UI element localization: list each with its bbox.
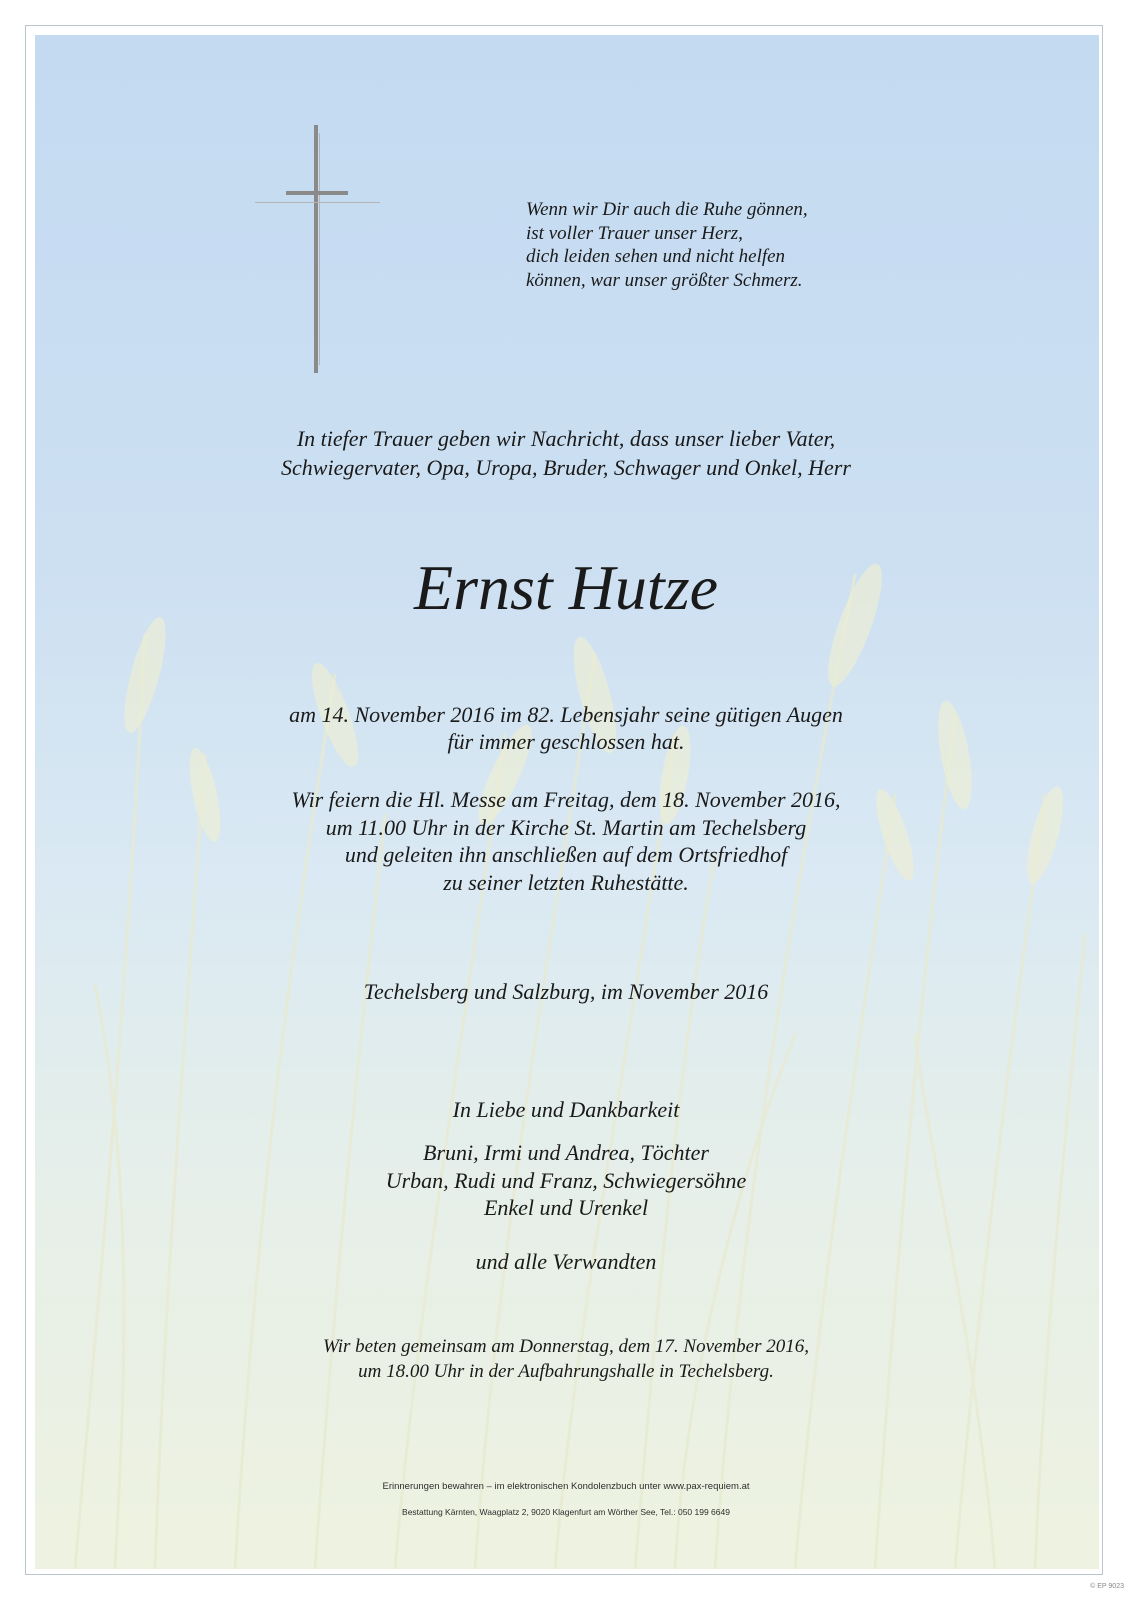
closing-phrase: In Liebe und Dankbarkeit [452, 1097, 680, 1122]
prayer-line: Wir beten gemeinsam am Donnerstag, dem 17. November 2016, [322, 1336, 809, 1357]
death-notice-line: für immer geschlossen hat. [447, 729, 685, 754]
family-line: Bruni, Irmi und Andrea, Töchter [423, 1140, 709, 1165]
memorial-verse [526, 198, 808, 292]
intro-line: Schwiegervater, Opa, Uropa, Bruder, Schwager und Onkel, Herr [281, 455, 851, 480]
verse-line: ist voller Trauer unser Herz, [526, 222, 743, 244]
funeral-line: um 11.00 Uhr in der Kirche St. Martin am Techelsberg [325, 814, 807, 840]
death-notice [140, 701, 992, 755]
cross-icon [255, 125, 380, 375]
prayer-notice [140, 1334, 992, 1384]
deceased-name: Ernst Hutze [414, 552, 718, 623]
intro-line: In tiefer Trauer geben wir Nachricht, dass unser lieber Vater, [296, 426, 836, 451]
funeral-line: und geleiten ihn anschließen auf dem Ortsfriedhof [344, 842, 788, 867]
announcement-intro [140, 424, 992, 482]
verse-line: dich leiden sehen und nicht helfen [526, 246, 786, 267]
footer-condolence-link[interactable]: Erinnerungen bewahren – im elektronischen Kondolenzbuch unter www.pax-requiem.at [382, 1481, 750, 1492]
family-line: Urban, Rudi und Franz, Schwiegersöhne [385, 1167, 747, 1193]
verse-line: können, war unser größter Schmerz. [526, 269, 803, 291]
place-date: Techelsberg und Salzburg, im November 2016 [363, 979, 769, 1004]
verse-line: Wenn wir Dir auch die Ruhe gönnen, [526, 199, 808, 220]
funeral-line: Wir feiern die Hl. Messe am Freitag, dem 18. November 2016, [291, 787, 841, 812]
prayer-line: um 18.00 Uhr in der Aufbahrungshalle in Techelsberg. [358, 1361, 774, 1382]
funeral-line: zu seiner letzten Ruhestätte. [443, 869, 689, 895]
form-code: © EP 9023 [1090, 1583, 1124, 1590]
family-line: Enkel und Urenkel [483, 1195, 649, 1220]
family-list [140, 1139, 992, 1222]
death-notice-line: am 14. November 2016 im 82. Lebensjahr seine gütigen Augen [289, 702, 843, 727]
footer-undertaker-address: Bestattung Kärnten, Waagplatz 2, 9020 Klagenfurt am Wörther See, Tel.: 050 199 6649 [402, 1507, 730, 1517]
funeral-details [140, 786, 992, 896]
relatives-line: und alle Verwandten [475, 1249, 657, 1274]
